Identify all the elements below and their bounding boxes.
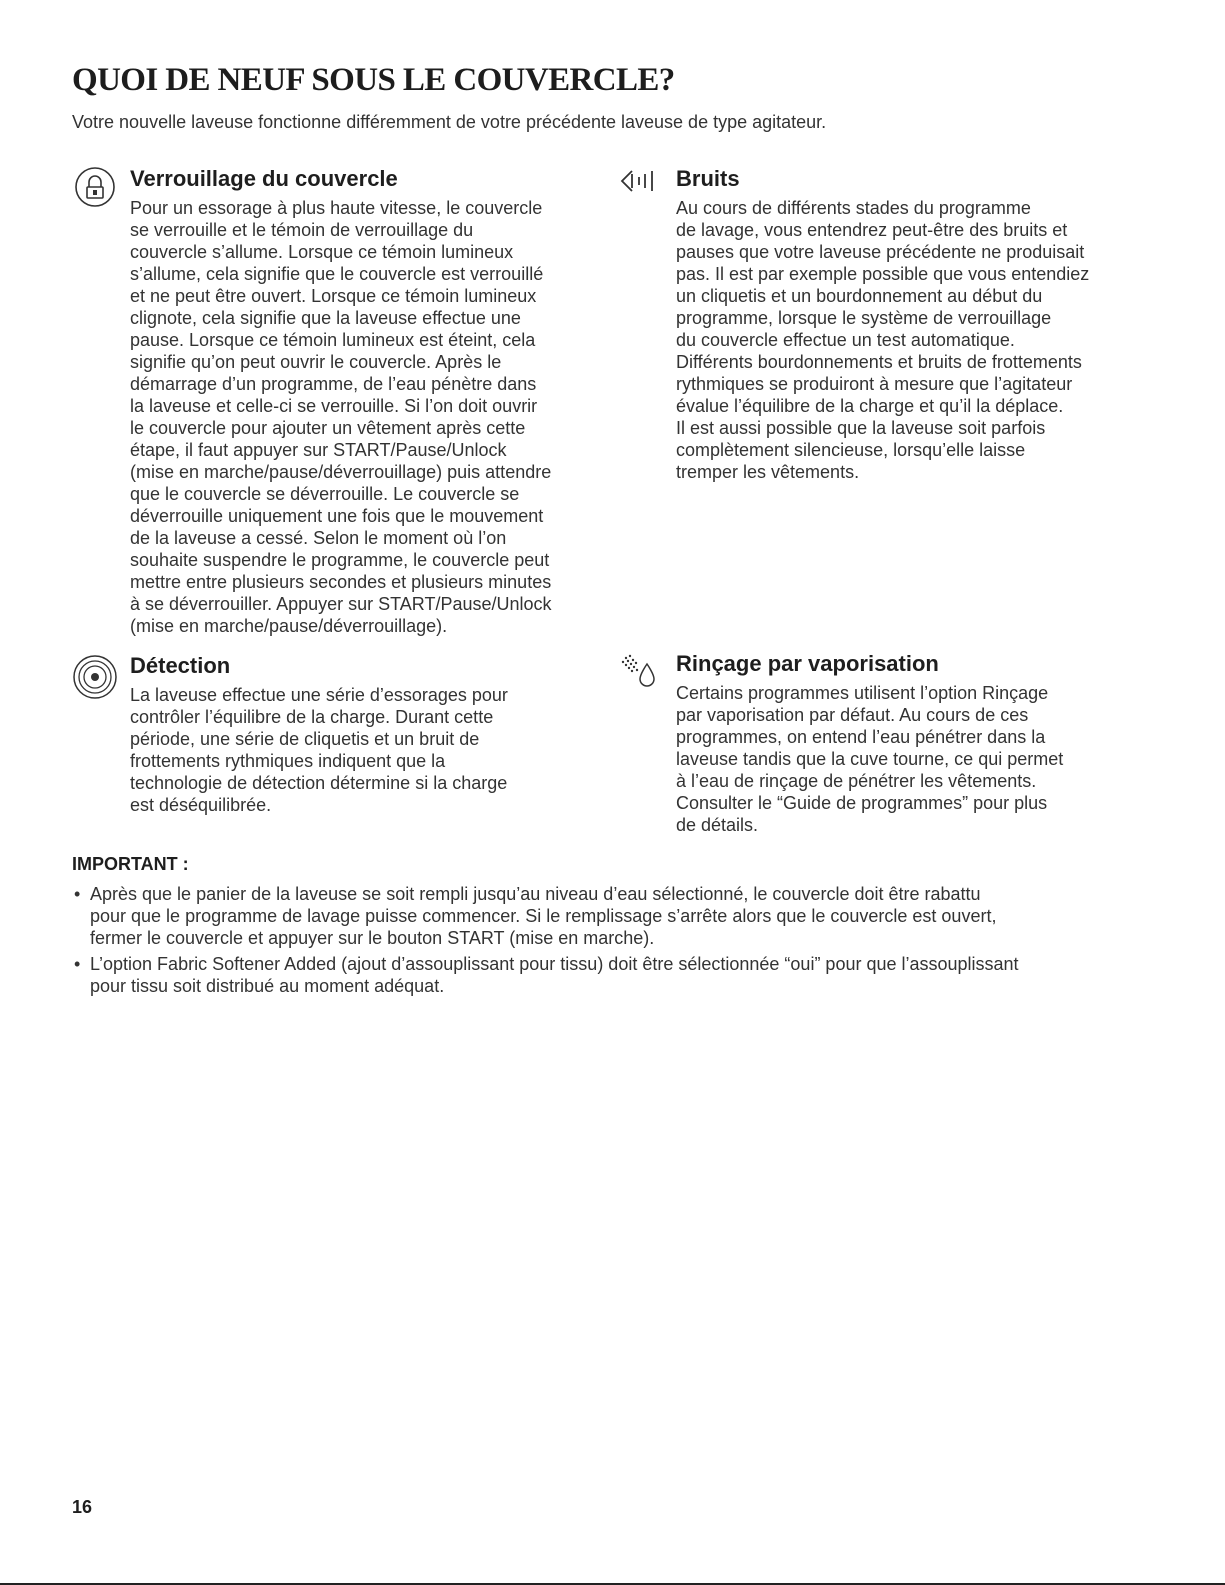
section-body [130,684,508,816]
text-line: et ne peut être ouvert. Lorsque ce témoin lumineux [130,286,537,306]
text-line: à l’eau de rinçage de pénétrer les vêtements. [676,771,1037,791]
important-list [72,883,1019,1001]
important-heading: IMPORTANT : [72,854,189,874]
text-line: se verrouille et le témoin de verrouillage du [130,220,474,240]
text-line: étape, il faut appuyer sur START/Pause/Unlock [130,440,507,460]
text-line: pauses que votre laveuse précédente ne produisait [676,242,1085,262]
text-line: couvercle s’allume. Lorsque ce témoin lumineux [130,242,514,262]
text-line: signifie qu’on peut ouvrir le couvercle. Après le [130,352,502,372]
list-item [72,883,1019,949]
list-item [72,953,1019,997]
text-line: clignote, cela signifie que la laveuse effectue une [130,308,521,328]
text-line: Il est aussi possible que la laveuse soit parfois [676,418,1046,438]
section-heading: Détection [130,653,231,678]
section-heading: Bruits [676,166,740,191]
bullet-icon: • [74,884,81,904]
text-line: pause. Lorsque ce témoin lumineux est éteint, cela [130,330,536,350]
section-body [676,682,1063,836]
text-line: contrôler l’équilibre de la charge. Durant cette [130,707,494,727]
section-body [676,197,1089,483]
text-line: est déséquilibrée. [130,795,272,815]
bullet-icon: • [74,954,81,974]
text-line: évalue l’équilibre de la charge et qu’il la déplace. [676,396,1064,416]
page-title: QUOI DE NEUF SOUS LE COUVERCLE? [72,62,675,98]
page-number: 16 [72,1497,93,1517]
text-line: programmes, on entend l’eau pénétrer dans la [676,727,1046,747]
text-line: période, une série de cliquetis et un bruit de [130,729,480,749]
text-line: programme, lorsque le système de verrouillage [676,308,1052,328]
text-line: par vaporisation par défaut. Au cours de ces [676,705,1029,725]
text-line: pas. Il est par exemple possible que vous entendiez [676,264,1090,284]
text-line: La laveuse effectue une série d’essorages pour [130,685,508,705]
text-line: laveuse tandis que la cuve tourne, ce qui permet [676,749,1064,769]
text-line: Après que le panier de la laveuse se soit rempli jusqu’au niveau d’eau sélectionné, le couvercle doit être rabattu [90,884,981,904]
text-line: Différents bourdonnements et bruits de frottements [676,352,1082,372]
lid-lock-icon [74,166,120,217]
text-line: tremper les vêtements. [676,462,860,482]
spray-rinse-icon [617,652,663,697]
text-line: (mise en marche/pause/déverrouillage) puis attendre [130,462,552,482]
text-line: fermer le couvercle et appuyer sur le bouton START (mise en marche). [90,928,655,948]
text-line: Certains programmes utilisent l’option Rinçage [676,683,1049,703]
text-line: du couvercle effectue un test automatique. [676,330,1015,350]
section-heading: Rinçage par vaporisation [676,651,939,676]
text-line: déverrouille uniquement une fois que le mouvement [130,506,544,526]
text-line: le couvercle pour ajouter un vêtement après cette [130,418,526,438]
text-line: Consulter le “Guide de programmes” pour plus [676,793,1048,813]
sound-icon [618,168,670,199]
text-line: de détails. [676,815,759,835]
text-line: souhaite suspendre le programme, le couvercle peut [130,550,550,570]
text-line: frottements rythmiques indiquent que la [130,751,446,771]
text-line: à se déverrouiller. Appuyer sur START/Pause/Unlock [130,594,552,614]
text-line: technologie de détection détermine si la charge [130,773,508,793]
text-line: démarrage d’un programme, de l’eau pénètre dans [130,374,537,394]
section-body [130,197,552,637]
section-heading: Verrouillage du couvercle [130,166,398,191]
text-line: complètement silencieuse, lorsqu’elle laisse [676,440,1026,460]
text-line: la laveuse et celle-ci se verrouille. Si l’on doit ouvrir [130,396,538,416]
text-line: de la laveuse a cessé. Selon le moment où l’on [130,528,507,548]
text-line: de lavage, vous entendrez peut-être des bruits et [676,220,1068,240]
text-line: pour que le programme de lavage puisse commencer. Si le remplissage s’arrête alors que le couvercle est ouvert, [90,906,997,926]
sensing-icon [70,652,120,707]
text-line: mettre entre plusieurs secondes et plusieurs minutes [130,572,552,592]
text-line: L’option Fabric Softener Added (ajout d’assouplissant pour tissu) doit être sélectionnée “oui” pour que l’assouplissant [90,954,1019,974]
text-line: (mise en marche/pause/déverrouillage). [130,616,448,636]
text-line: s’allume, cela signifie que le couvercle est verrouillé [130,264,544,284]
text-line: pour tissu soit distribué au moment adéquat. [90,976,445,996]
text-line: un cliquetis et un bourdonnement au début du [676,286,1043,306]
text-line: rythmiques se produiront à mesure que l’agitateur [676,374,1073,394]
text-line: Pour un essorage à plus haute vitesse, le couvercle [130,198,543,218]
page-subtitle: Votre nouvelle laveuse fonctionne différemment de votre précédente laveuse de type agitateur. [72,112,827,132]
text-line: que le couvercle se déverrouille. Le couvercle se [130,484,520,504]
text-line: Au cours de différents stades du programme [676,198,1031,218]
